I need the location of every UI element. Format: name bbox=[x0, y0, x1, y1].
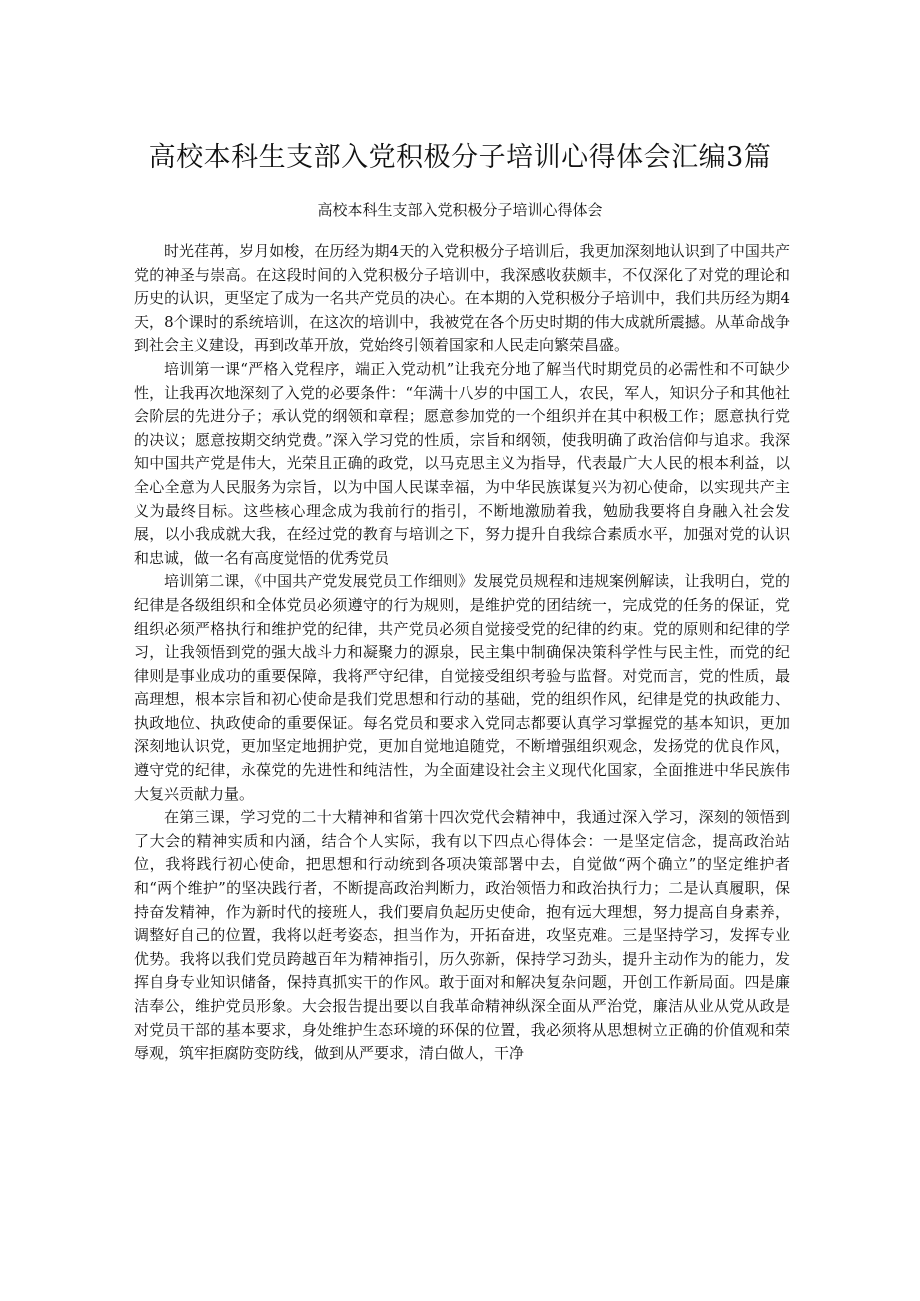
document-title: 高校本科生支部入党积极分子培训心得体会汇编3篇 bbox=[148, 142, 772, 173]
document-body bbox=[134, 240, 790, 1066]
paragraph: 时光荏苒，岁月如梭，在历经为期4天的入党积极分子培训后，我更加深刻地认识到了中国共产党的神圣与崇高。在这段时间的入党积极分子培训中，我深感收获颇丰，不仅深化了对党的理论和历史的认识，更坚定了成为一名共产党员的决心。在本期的入党积极分子培训中，我们共历经为期4天，8个课时的系统培训，在这次的培训中，我被党在各个历史时期的伟大成就所震撼。从革命战争到社会主义建设，再到改革开放，党始终引领着国家和人民走向繁荣昌盛。 bbox=[134, 242, 790, 355]
paragraph: 培训第二课，《中国共产党发展党员工作细则》发展党员规程和违规案例解读，让我明白，党的纪律是各级组织和全体党员必须遵守的行为规则，是维护党的团结统一，完成党的任务的保证，党组织必须严格执行和维护党的纪律，共产党员必须自觉接受党的纪律的约束。党的原则和纪律的学习，让我领悟到党的强大战斗力和凝聚力的源泉，民主集中制确保决策科学性与民主性，而党的纪律则是事业成功的重要保障，我将严守纪律，自觉接受组织考验与监督。对党而言，党的性质，最高理想，根本宗旨和初心使命是我们党思想和行动的基础，党的组织作风，纪律是党的执政能力、执政地位、执政使命的重要保证。每名党员和要求入党同志都要认真学习掌握党的基本知识，更加深刻地认识党，更加坚定地拥护党，更加自觉地追随党，不断增强组织观念，发扬党的优良作风，遵守党的纪律，永葆党的先进性和纯洁性，为全面建设社会主义现代化国家，全面推进中华民族伟大复兴贡献力量。 bbox=[134, 572, 790, 803]
paragraph: 培训第一课“严格入党程序，端正入党动机”让我充分地了解当代时期党员的必需性和不可缺少性，让我再次地深刻了入党的必要条件：“年满十八岁的中国工人，农民，军人，知识分子和其他社会阶层的先进分子；承认党的纲领和章程；愿意参加党的一个组织并在其中积极工作；愿意执行党的决议；愿意按期交纳党费。”深入学习党的性质，宗旨和纲领，使我明确了政治信仰与追求。我深知中国共产党是伟大，光荣且正确的政党，以马克思主义为指导，代表最广大人民的根本利益，以全心全意为人民服务为宗旨，以为中国人民谋幸福，为中华民族谋复兴为初心使命，以实现共产主义为最终目标。这些核心理念成为我前行的指引，不断地激励着我，勉励我要将自身融入社会发展，以小我成就大我，在经过党的教育与培训之下，努力提升自我综合素质水平，加强对党的认识和忠诚，做一名有高度觉悟的优秀党员 bbox=[134, 359, 790, 567]
paragraph: 在第三课，学习党的二十大精神和省第十四次党代会精神中，我通过深入学习，深刻的领悟到了大会的精神实质和内涵，结合个人实际，我有以下四点心得体会：一是坚定信念，提高政治站位，我将践行初心使命，把思想和行动统到各项决策部署中去，自觉做“两个确立”的坚定维护者和“两个维护”的坚决践行者，不断提高政治判断力，政治领悟力和政治执行力；二是认真履职，保持奋发精神，作为新时代的接班人，我们要肩负起历史使命，抱有远大理想，努力提高自身素养，调整好自己的位置，我将以赶考姿态，担当作为，开拓奋进，攻坚克难。三是坚持学习，发挥专业优势。我将以我们党员跨越百年为精神指引，历久弥新，保持学习劲头，提升主动作为的能力，发挥自身专业知识储备，保持真抓实干的作风。敢于面对和解决复杂问题，开创工作新局面。四是廉洁奉公，维护党员形象。大会报告提出要以自我革命精神纵深全面从严治党，廉洁从业从党从政是对党员干部的基本要求，身处维护生态环境的环保的位置，我必须将从思想树立正确的价值观和荣辱观，筑牢拒腐防变防线，做到从严要求，清白做人，干净 bbox=[134, 808, 790, 1063]
document-subtitle: 高校本科生支部入党积极分子培训心得体会 bbox=[317, 201, 603, 219]
